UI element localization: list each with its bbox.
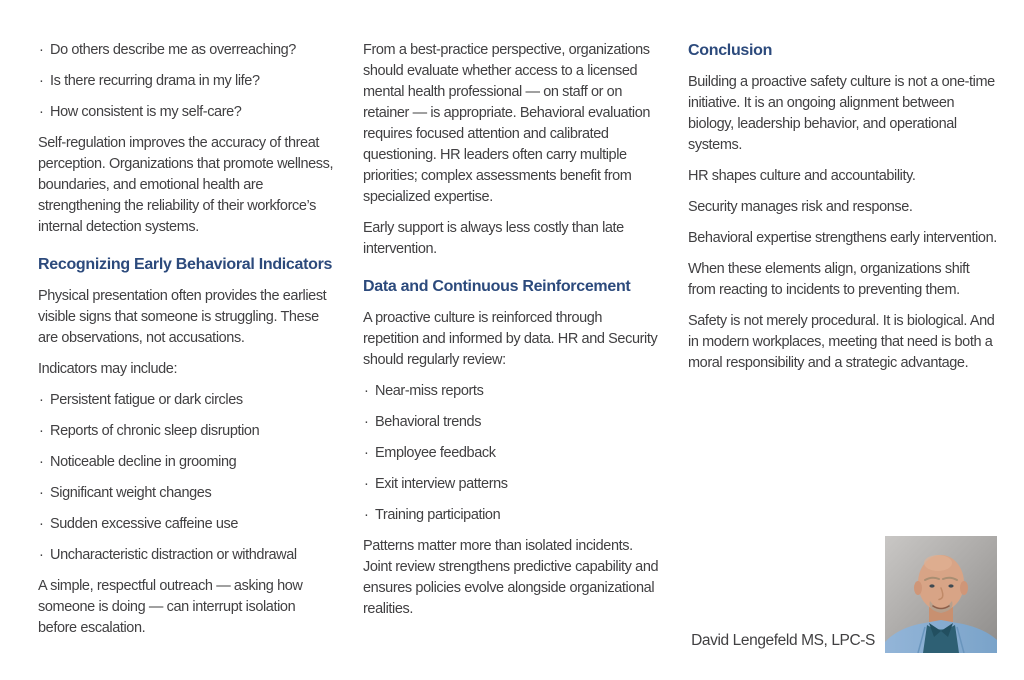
paragraph: From a best-practice perspective, organizations should evaluate whether access to a licensed mental health professional — on staff or on retainer — is appropriate. Behavioral evaluation requires focused attention and calibrated questioning. HR leaders often carry multiple priorities; complex assessments benefit from specialized expertise. [363, 42, 651, 205]
paragraph: Indicators may include: [38, 361, 178, 377]
bullet-item: · Sudden excessive caffeine use [38, 514, 335, 535]
paragraph: Patterns matter more than isolated incidents. Joint review strengthens predictive capability and ensures policies evolve alongside organizational realities. [363, 538, 659, 617]
paragraph: Early support is always less costly than late intervention. [363, 220, 624, 257]
bullet-item: · Persistent fatigue or dark circles [38, 390, 335, 411]
bullet-item: · Reports of chronic sleep disruption [38, 421, 335, 442]
section-heading: Recognizing Early Behavioral Indicators [38, 256, 333, 273]
bullet-item: · Uncharacteristic distraction or withdrawal [38, 545, 335, 566]
bullet-item: · How consistent is my self-care? [38, 102, 335, 123]
column-right-content [688, 40, 997, 384]
paragraph: Building a proactive safety culture is not a one-time initiative. It is an ongoing alignment between biology, leadership behavior, and operational systems. [688, 74, 995, 153]
section-heading: Conclusion [688, 42, 773, 59]
paragraph: A simple, respectful outreach — asking how someone is doing — can interrupt isolation before escalation. [38, 578, 303, 636]
bullet-item: · Noticeable decline in grooming [38, 452, 335, 473]
paragraph: Safety is not merely procedural. It is biological. And in modern workplaces, meeting that need is both a moral responsibility and a strategic advantage. [688, 313, 995, 371]
bullet-item: · Near-miss reports [363, 381, 660, 402]
bullet-item: · Exit interview patterns [363, 474, 660, 495]
bullet-item: · Behavioral trends [363, 412, 660, 433]
paragraph: Physical presentation often provides the earliest visible signs that someone is struggling. These are observations, not accusations. [38, 288, 327, 346]
column-left-content [38, 40, 335, 639]
author-photo [885, 536, 997, 653]
column-middle-content [363, 40, 660, 620]
paragraph: When these elements align, organizations shift from reacting to incidents to preventing them. [688, 261, 970, 298]
column-right [688, 40, 997, 653]
bullet-list [363, 381, 660, 526]
bullet-item: · Do others describe me as overreaching? [38, 40, 335, 61]
section-heading: Data and Continuous Reinforcement [363, 278, 631, 295]
bullet-list [38, 40, 335, 123]
bullet-item: · Training participation [363, 505, 660, 526]
paragraph: HR shapes culture and accountability. [688, 168, 916, 184]
author-block [688, 536, 997, 653]
paragraph: A proactive culture is reinforced through repetition and informed by data. HR and Security should regularly review: [363, 310, 658, 368]
paragraph: Behavioral expertise strengthens early intervention. [688, 230, 997, 246]
author-portrait-illustration [885, 536, 997, 653]
author-name: David Lengefeld MS, LPC-S [691, 632, 875, 649]
bullet-item: · Is there recurring drama in my life? [38, 71, 335, 92]
bullet-item: · Significant weight changes [38, 483, 335, 504]
column-left [38, 40, 335, 653]
bullet-list [38, 390, 335, 566]
column-middle [363, 40, 660, 653]
bullet-item: · Employee feedback [363, 443, 660, 464]
paragraph: Self-regulation improves the accuracy of threat perception. Organizations that promote wellness, boundaries, and emotional health are strengthening the reliability of their workforce’s internal detection systems. [38, 135, 334, 235]
paragraph: Security manages risk and response. [688, 199, 913, 215]
